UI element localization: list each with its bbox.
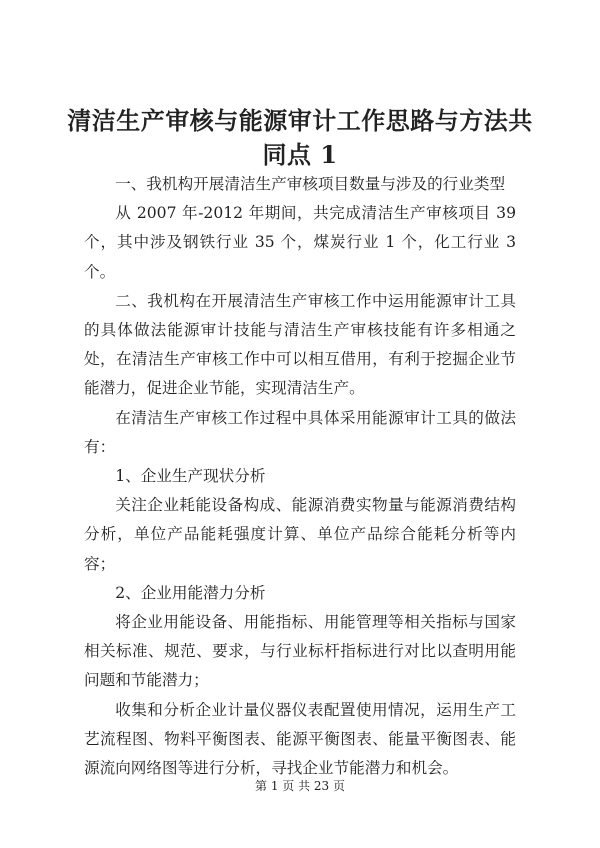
subheading-production-status: 1、企业生产现状分析 [115, 467, 266, 486]
section-heading-1: 一、我机构开展清洁生产审核项目数量与涉及的行业类型 [115, 175, 506, 193]
paragraph-method-intro: 在清洁生产审核工作过程中具体采用能源审计工具的做法有： [84, 408, 516, 456]
document-title: 清洁生产审核与能源审计工作思路与方法共同点 1 [67, 106, 533, 169]
paragraph-energy-comparison: 将企业用能设备、用能指标、用能管理等相关指标与国家相关标准、规范、要求，与行业标杆指标进行对比以查明用能问题和节能潜力； [84, 613, 516, 690]
subheading-energy-potential: 2、企业用能潜力分析 [115, 583, 266, 602]
paragraph-project-count: 从 2007 年-2012 年期间，共完成清洁生产审核项目 39 个，其中涉及钢铁行业 35 个，煤炭行业 1 个，化工行业 3 个。 [84, 204, 516, 281]
section-heading-2: 二、我机构在开展清洁生产审核工作中运用能源审计工具的具体做法能源审计技能与清洁生产审核技能有许多相通之处，在清洁生产审核工作中可以相互借用，有利于挖掘企业节能潜力，促进企业节能，实现清洁生产。 [84, 291, 516, 398]
page-number: 第 1 页 共 23 页 [255, 779, 345, 793]
paragraph-metering-analysis: 收集和分析企业计量仪器仪表配置使用情况，运用生产工艺流程图、物料平衡图表、能源平衡图表、能量平衡图表、能源流向网络图等进行分析，寻找企业节能潜力和机会。 [84, 700, 516, 778]
paragraph-production-status: 关注企业耗能设备构成、能源消费实物量与能源消费结构分析，单位产品能耗强度计算、单位产品综合能耗分析等内容； [84, 496, 516, 573]
document-body [84, 170, 516, 783]
